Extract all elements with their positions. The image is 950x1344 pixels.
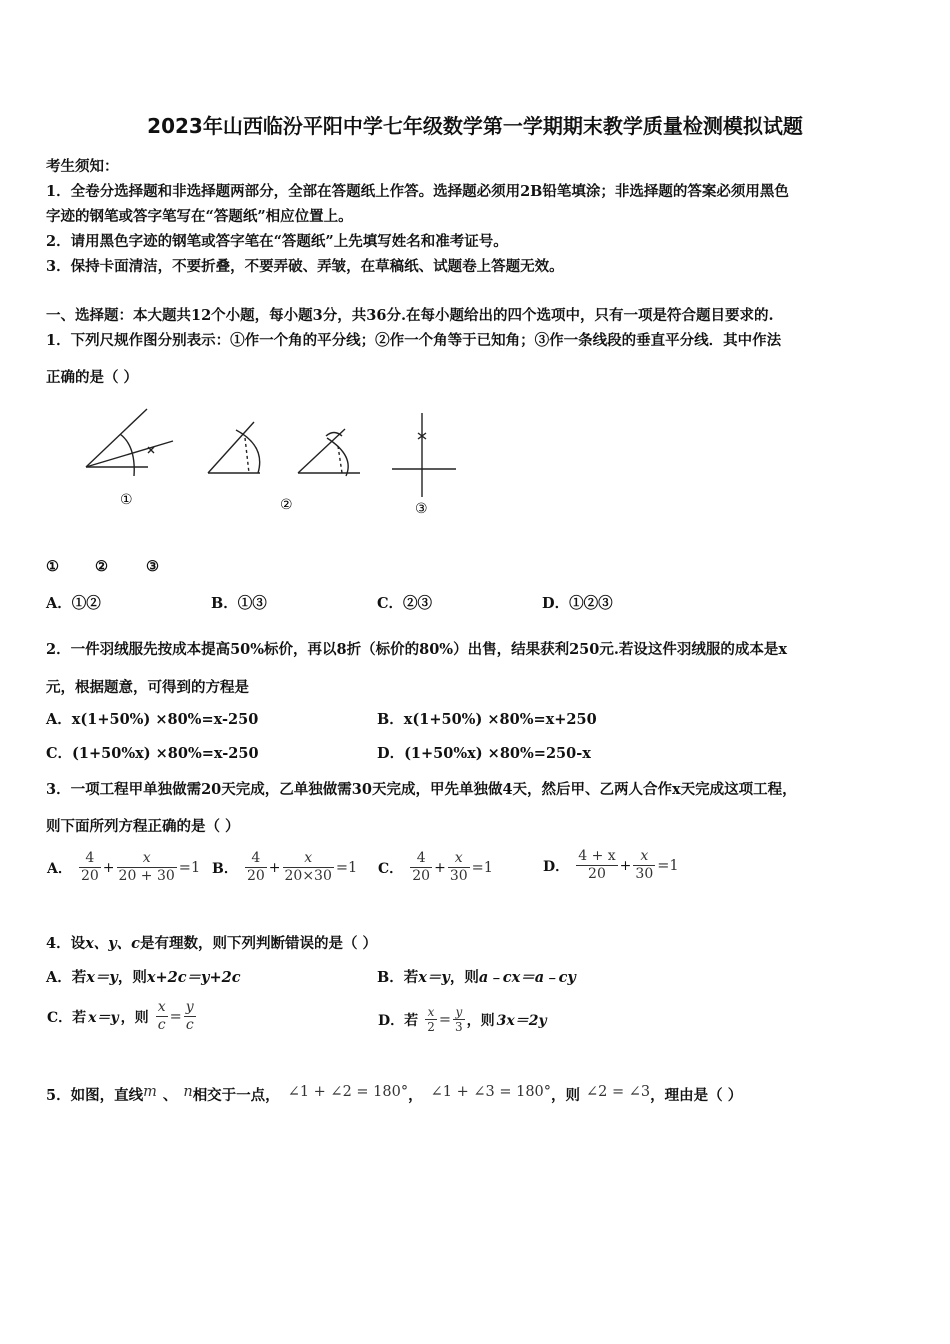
q3-stem-line-2: 则下面所列方程正确的是（ ） [46, 818, 240, 835]
q3-option-c[interactable]: C． $\frac{4}{20}$ + $\frac{x}{30}$ =1 [378, 850, 494, 884]
q1-stem-line-1: 1．下列尺规作图分别表示：①作一个角的平分线；②作一个角等于已知角；③作一条线段的垂直平分线．其中作法 [46, 332, 782, 349]
q3-stem-line-1: 3．一项工程甲单独做需20天完成，乙单独做需30天完成，甲先单独做4天，然后甲、乙两人合作x天完成这项工程， [46, 781, 797, 798]
q3-option-b[interactable]: B． $\frac{4}{20}$ + $\frac{x}{20\times 30}$ =1 [212, 850, 358, 884]
q1-mark-3: ③ [146, 558, 159, 575]
q1-option-d[interactable]: D．①②③ [542, 595, 613, 612]
notice-item-1-line-1: 1．全卷分选择题和非选择题两部分，全部在答题纸上作答。选择题必须用2B铅笔填涂；非选择题的答案必须用黑色 [46, 183, 789, 200]
q2-stem-line-1: 2．一件羽绒服先按成本提高50%标价，再以8折（标价的80%）出售，结果获利250元.若设这件羽绒服的成本是x [46, 641, 788, 658]
section-heading: 一、选择题：本大题共12个小题，每小题3分，共36分.在每小题给出的四个选项中，只有一项是符合题目要求的. [46, 307, 774, 324]
q4-option-a[interactable]: A．若x＝y，则x+2c＝y+2c [46, 969, 241, 986]
q1-mark-1: ① [46, 558, 59, 575]
page-title: 2023年山西临汾平阳中学七年级数学第一学期期末教学质量检测模拟试题 [147, 114, 803, 138]
q2-stem-line-2: 元，根据题意，可得到的方程是 [46, 679, 249, 696]
figure-3-perpendicular-bisector [392, 413, 456, 497]
q1-construction-figure [80, 400, 470, 525]
notice-item-2: 2．请用黑色字迹的钢笔或答字笔在“答题纸”上先填写姓名和准考证号。 [46, 233, 508, 250]
q1-option-b[interactable]: B．①③ [211, 595, 267, 612]
figure-2-label: ② [280, 497, 293, 513]
notice-item-3: 3．保持卡面清洁，不要折叠，不要弄破、弄皱，在草稿纸、试题卷上答题无效。 [46, 258, 564, 275]
q3-option-a[interactable]: A． $\frac{4}{20}$ + $\frac{x}{20 + 30}$ =1 [47, 850, 201, 884]
figure-2-right-angle [298, 429, 360, 476]
q2-option-a[interactable]: A．x(1+50%) ×80%=x-250 [46, 711, 259, 728]
figure-2-left-angle [208, 422, 260, 473]
q4-stem: 4．设x、y、c是有理数，则下列判断错误的是（ ） [46, 935, 378, 952]
figure-3-label: ③ [415, 501, 428, 517]
notice-item-1-line-2: 字迹的钢笔或答字笔写在“答题纸”相应位置上。 [46, 208, 353, 225]
q1-option-c[interactable]: C．②③ [377, 595, 433, 612]
q5-stem: 5．如图，直线m 、 n相交于一点， ∠1 + ∠2 = 180°， ∠1 + ∠3 = 180°，则 ∠2 = ∠3，理由是（ ） [46, 1084, 743, 1104]
q3-option-d[interactable]: D． $\frac{4 + x}{20}$ + $\frac{x}{30}$ =1 [543, 848, 679, 882]
q4-option-c[interactable]: C．若 x＝y ，则 $\frac{x}{c}$ = $\frac{y}{c}$ [47, 999, 194, 1033]
figure-1-label: ① [120, 492, 133, 508]
q4-option-d[interactable]: D．若 $\frac{x}{2}$ = $\frac{y}{3}$ ，则 3x＝2y [378, 1005, 547, 1034]
q4-option-b[interactable]: B．若x＝y，则a﹣cx＝a﹣cy [377, 969, 576, 986]
q1-option-a[interactable]: A．①② [46, 595, 101, 612]
q2-option-d[interactable]: D．(1+50%x) ×80%=250-x [377, 745, 591, 762]
q1-mark-2: ② [95, 558, 108, 575]
notice-heading: 考生须知： [46, 158, 119, 175]
q2-option-c[interactable]: C．(1+50%x) ×80%=x-250 [46, 745, 259, 762]
q2-option-b[interactable]: B．x(1+50%) ×80%=x+250 [377, 711, 597, 728]
q1-stem-line-2: 正确的是（ ） [46, 369, 139, 386]
figure-1-angle-bisector [86, 409, 173, 476]
